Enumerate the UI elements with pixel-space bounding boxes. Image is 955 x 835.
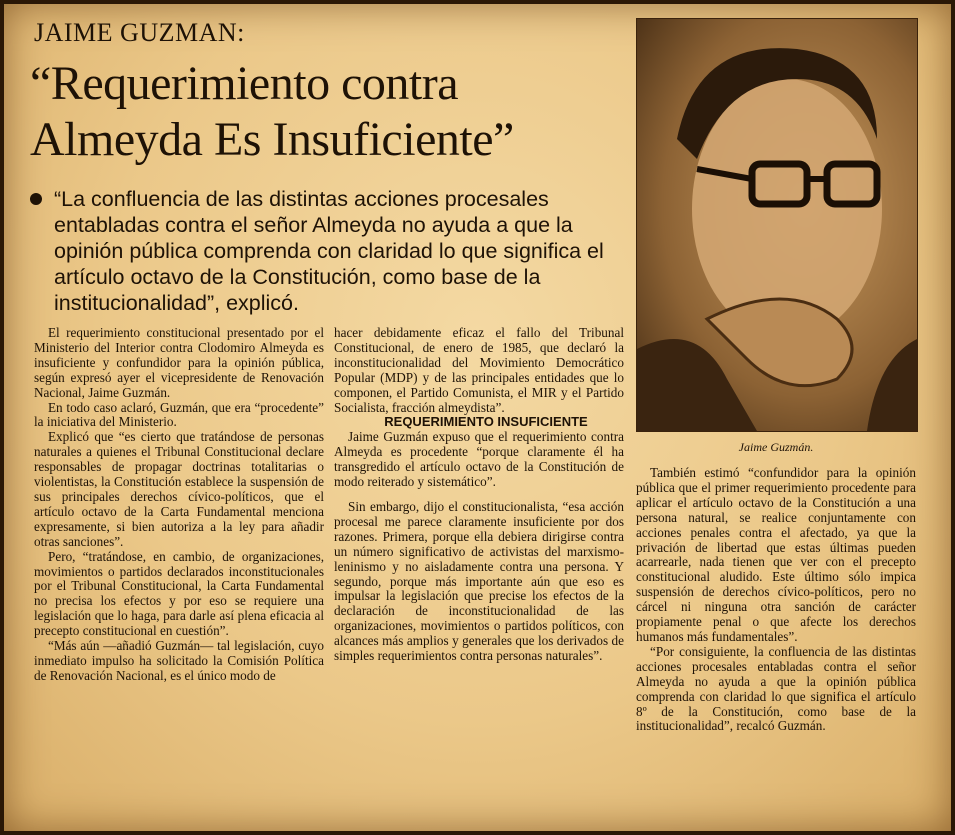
paragraph: Explicó que “es cierto que tratándose de personas naturales a quienes el Tribunal Constitucional declare responsables de propagar doctrinas totalitarias o violentistas, la Constitución establece la suspensión de sus principales derechos cívico-políticos, que el artículo octavo de la Carta Fundamental menciona expresamente, si bien autoriza a la ley para añadir otras sanciones”.: [34, 429, 324, 549]
summary-text: “La confluencia de las distintas acciones procesales entabladas contra el señor Almeyda no ayuda a que la opinión pública comprenda con claridad lo que significa el artículo octavo de la Constitución, como base de la institucionalidad”, explicó.: [54, 187, 604, 315]
headline-line-2: Almeyda Es Insuficiente”: [30, 113, 514, 166]
body-column-3: [636, 466, 916, 734]
paragraph: hacer debidamente eficaz el fallo del Tribunal Constitucional, de enero de 1985, que declaró la inconstitucionalidad del Movimiento Democrático Popular (MDP) y de las principales entidades que lo componen, el Partido Comunista, el MIR y el Partido Socialista, fracción almeydista”.: [334, 325, 624, 415]
body-column-2: [334, 326, 624, 664]
paragraph: “Más aún —añadió Guzmán— tal legislación, cuyo inmediato impulso ha solicitado la Comisión Política de Renovación Nacional, es el único modo de: [34, 638, 324, 683]
paragraph: Pero, “tratándose, en cambio, de organizaciones, movimientos o partidos declarados inconstitucionales por el Tribunal Constitucional, la Carta Fundamental no precisa los efectos y por eso se requiere una legislación que lo haga, para darle así plena eficacia al precepto constitucional en cuestión”.: [34, 548, 324, 639]
summary-lead: [38, 186, 630, 316]
kicker: JAIME GUZMAN:: [34, 18, 245, 47]
body-column-1: [34, 326, 324, 684]
portrait-photo: [636, 18, 918, 432]
paragraph: Jaime Guzmán expuso que el requerimiento contra Almeyda es procedente “porque claramente él ha transgredido el artículo octavo de la Constitución de modo reiterado y sistemático”.: [334, 429, 624, 490]
paragraph: Sin embargo, dijo el constitucionalista, “esa acción procesal me parece claramente insuficiente por dos razones. Primera, porque ella debiera dirigirse contra un número significativo de activistas del marxismo-leninismo y no aisladamente contra una persona. Y segundo, porque más importante aún que eso es impulsar la legislación que precise los efectos de la declaración de inconstitucionalidad de las organizaciones, movimientos o partidos políticos, con alcances más amplios y generales que los derivados de simples requerimientos contra personas naturales”.: [334, 498, 624, 664]
newspaper-clipping: [4, 4, 951, 831]
paragraph: En todo caso aclaró, Guzmán, que era “procedente” la iniciativa del Ministerio.: [34, 399, 324, 430]
subhead: REQUERIMIENTO INSUFICIENTE: [384, 414, 588, 430]
photo-caption: Jaime Guzmán.: [738, 440, 814, 454]
bullet-icon: [30, 193, 42, 205]
paragraph: También estimó “confundidor para la opinión pública que el primer requerimiento procedente para aplicar el artículo octavo de la Constitución a una persona natural, se realice conjuntamente con acciones penales contra el afectado, ya que la privación de libertad que estas últimas pueden acarrearle, nada tienen que ver con el precepto constitucional aludido. Este último sólo impica suspensión de derechos cívico-políticos, pero no cárcel ni ninguna otra sanción de carácter propiamente penal o que afecte los derechos humanos más fundamentales”.: [636, 465, 916, 644]
headline-line-1: “Requerimiento contra: [30, 57, 458, 110]
paragraph: “Por consiguiente, la confluencia de las distintas acciones procesales entabladas contra el señor Almeyda no ayuda a que la opinión pública comprenda con claridad lo que significa el artículo 8º de la Constitución, como base de la institucionalidad”, recalcó Guzmán.: [636, 643, 916, 734]
headline: [30, 56, 630, 168]
paragraph: El requerimiento constitucional presentado por el Ministerio del Interior contra Clodomiro Almeyda es insuficiente y confundidor para la opinión pública, según expresó ayer el vicepresidente de Renovación Nacional, Jaime Guzmán.: [34, 325, 324, 400]
portrait-illustration: [637, 19, 917, 431]
